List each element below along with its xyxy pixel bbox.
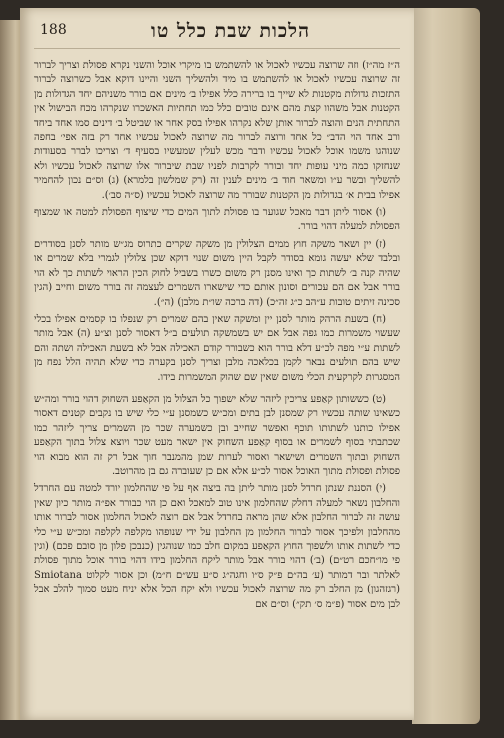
facing-page-edge xyxy=(0,20,22,720)
page-number: 188 xyxy=(40,22,67,38)
paragraph-9: (ט) כששותון קאַפע צריכין ליזהר שלא ישפוך כל הצלול מן הקאַפע השחוק דהוי בורר ומה״ש כשאינו שותה עכשיו רק שמסנן לבן בתים ומכ״ש כשמסנן ע״י כלי שיש בו נקבים קטנים דאסור אפילו כותנו לשתותו תוכף ואפשר שחייב ובן כשמערה שכר מן השמרים צריך ליזהר כמו שכתבתי בסוף לשמרים או בסוף קאַפע השחוק אין ישאר מעט שכר ויוצא צלול בתוך הקאַפע השחוק ובתוך השמרים ושישאר ואסור לערות שמן מהמנבר חוך אבל רק זה הוא מבוא הוי פסולת ופסולת מתוך האוכל אסור לכ״ע אלא אם כן שעוברה גם בן מהרוטב. xyxy=(34,393,400,477)
book-page xyxy=(20,8,414,720)
page-stack-edge xyxy=(412,8,480,724)
paragraph-continued: ה״ז מה״ז) וזה שרוצה עכשיו לאכול או להשתמש בו מיקרי אוכל והשני נקרא פסולת וצריך לברור זה שרוצה עכשיו לאכול או להשתמש בו מיד ולהשליך השני והיינו דוקא אבל כשרוצה לברור התזכות גדולות מקטנות לא שייך בו ברירה כלל אפילו ב׳ מינים אם בורר משניהם יחד הגדולות מן הקטנות אבל משהוו קצת מהם אינם טובים כלל כמו תחתיות האשכרו שנקרהו מכח הבישול אין התחתית הנים והוצה לברור אותן שלא נקרהו אפילו בסק אחר או שביטל ב׳ דינים סמו אחד ביחד ורב אחד הוי הדב״ כל אחד ורוצה לברור מה שרוצה לאכול עכשיו אחד רק בזה אפי׳ בחפה שנוהגו משמו אוכל לאכול עכשיו ודבר מכש לעלין שמעשיו בסעיף ד׳ וצריכו לברר בסעודות שנחזקו כמה מיני עופות יחד ובורר לקרבות לפניו שבת שיברור אלו שרוצה לאכול עכשיו ולא להשליך ובשר ע״ו ומשאר חוד ב׳ מינים לענין זה (רק שמלשון בלמרא) (ג) וס״ם נכון להחמיר אפילו בבית א׳ בגדולות מן הקטנות שבורר מה שרוצה לאכול עכשיו (ס״ה סב׳). xyxy=(34,60,400,201)
page-header xyxy=(34,8,400,49)
paragraph-6: (ו) אסור ליתן דבר מאכל שגוער בו פסולת לתוך המים כדי שיצוף הפסולת למטה או שמצוף הפסולת למעלה דהוי בורר. xyxy=(34,207,400,233)
body-text xyxy=(34,59,400,612)
paragraph-10: (י) הסננת שנתן חרדל לסנן מותר ליתן בה ביצה אף על פי שהחלמון יורד למטה עם החרדל והחלבון נשאר למעלה דחלק שהחלמון אינו טוב למאכל ואם כן הוי כבורר אפ״ה מותר כיון שאין עושה זה לברור החלבון אלא שהן מראה בחרדל אבל אם רוצה לאכול החלמון אסור לברור אותו מהחלבון ולפיכך אסור לברור החלמון מן החלבון על ידי שנופהו מקלפה לקלפה ומכ״ש ע״י כלי כדי לשתות אותו ולשפוך החוץ הקאַפע במקום חלב כמו שנוהגין (כנבכן פלון מן סובם פכם) (וגין פי מו״חכם רט״ם) (ב׳) דהוי בורר אבל מותר ליקח החלמון בידו דהוי בורר אוכל מתוך פסולת לאלתר ובר דמותר (ע׳ בה״ם פ״ק ס״ו וחגה״ג ס״ע עש״ם ח״מ) וכן אסור לקלוט Smiotana (רגזהגון) מן החלב רק מה שרוצה לאכול עכשיו ולא יקח הכל אלא יניח מעט סמוך להלב אבל לבן מים אסור (פ״מ ס׳ תק״) וס״ם אם xyxy=(34,483,400,610)
paragraph-7: (ז) יין ושאר משקה חוץ ממים הצלולין מן משקה שקרים כתרוס מג״ש מותר לסנן בסודרים ובלבד שלא יעשה גומא בסודר לקבל היין משום שנוי דוקא שכן צלולין לגמרי בלא שמרים או שהיה קנה ב׳ לשתות כך ואינו מסנן רק משום כשרו בשביל לחוק הכין הראוי לשתות כך לא הוי בורר אבל אם הם עכורים וסונון אותם כדי שישארו השמרים לעצמה זה בורר משום וחייב (הגין סכינה זיתים טובות ע״הב כ״ג זה״כ) (דה ברכה שו״ת מלבן) (ה״). xyxy=(34,238,400,308)
paragraph-8: (ח) בשעת הרהק מותר לסנן יין ומשקה שאין בהם שמרים רק שנפלו בו קסמים אפילו בכלי שעשוי משמרות כמו גפה אבל אם יש בשמשקה תולעים ב״ל דאסור לסנן וצ״ע (ה) אבל מותר לשתות ע״י מפה לכ״ע דלא בורר הוא כשבורר קודם האכילה אבל לא בשעת האכילה ושתה והם שיש בהם תולעים נבאר לקמן בכלאכה מלבן וצריך לסנן בקערה כדי שלא תהיה הלל נפח מן המסגרות לקרקעית הכלי משום שאין שם שהוק המשמרות בידו. xyxy=(34,313,400,383)
running-title: הלכות שבת כלל טו xyxy=(151,20,310,42)
